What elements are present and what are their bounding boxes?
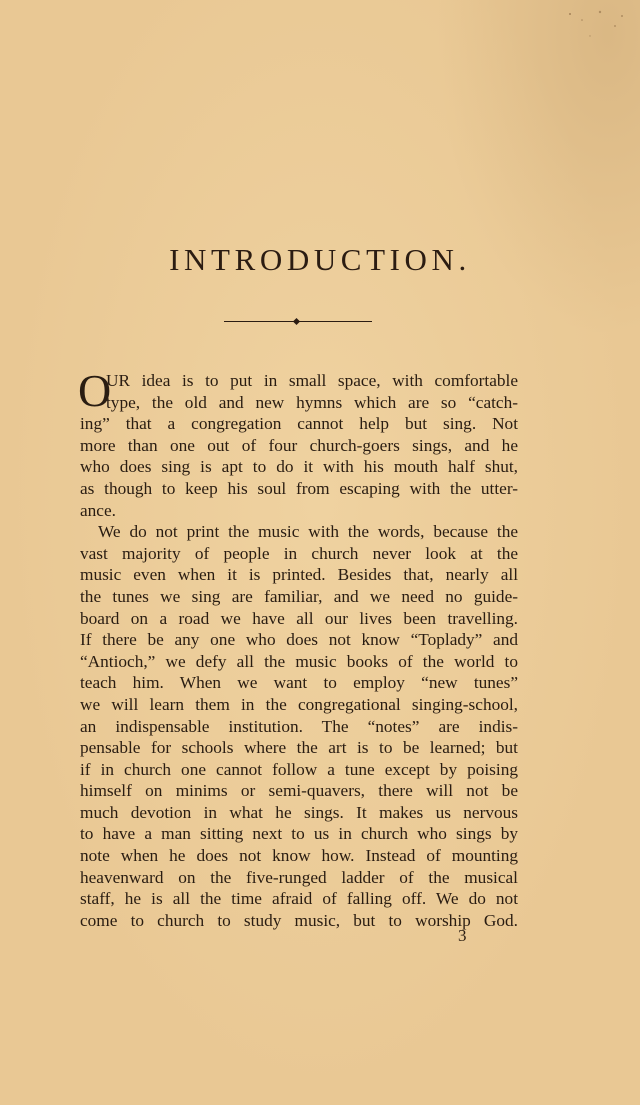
text-line: UR idea is to put in small space, with comfortable [106,371,518,390]
text-line: pensable for schools where the art is to be learned; but [80,738,518,758]
text-line: who does sing is apt to do it with his mouth half shut, [80,457,518,477]
text-line: ing” that a congregation cannot help but sing. Not [80,414,518,434]
text-line: music even when it is printed. Besides that, nearly all [80,565,518,585]
text-line: We do not print the music with the words, because the [98,522,518,542]
text-line: we will learn them in the congregational singing-school, [80,694,518,714]
ornamental-divider [224,320,372,324]
paper-blemish-marks [560,8,630,48]
text-line: vast majority of people in church never look at the [80,543,518,563]
text-line: much devotion in what he sings. It makes us nervous [80,802,518,822]
text-line: to have a man sitting next to us in church who sings by [80,824,518,844]
text-line: “Antioch,” we defy all the music books of the world to [80,651,518,671]
text-line: heavenward on the five-runged ladder of the musical [80,867,518,887]
text-line: If there be any one who does not know “Toplady” and [80,630,518,650]
text-line: come to church to study music, but to worship God. [80,910,518,930]
text-line: note when he does not know how. Instead of mounting [80,846,518,866]
text-line: type, the old and new hymns which are so “catch- [106,392,518,412]
text-line: if in church one cannot follow a tune except by poising [80,759,518,779]
divider-diamond-icon [293,318,300,325]
text-line: himself on minims or semi-quavers, there will not be [80,781,518,801]
introduction-text [78,365,518,931]
text-line: teach him. When we want to employ “new tunes” [80,673,518,693]
page-title: INTRODUCTION. [169,242,471,277]
text-line: ance. [80,500,116,520]
text-line: more than one out of four church-goers sings, and he [80,435,518,455]
page-number: 3 [458,926,467,945]
text-line: the tunes we sing are familiar, and we need no guide- [80,586,518,606]
paragraph-1 [78,365,518,521]
text-line: as though to keep his soul from escaping with the utter- [80,478,518,498]
paragraph-2 [80,521,518,931]
drop-cap-letter: O [78,365,112,416]
text-line: staff, he is all the time afraid of falling off. We do not [80,889,518,909]
text-line: board on a road we have all our lives been travelling. [80,608,518,628]
text-line: an indispensable institution. The “notes” are indis- [80,716,518,736]
